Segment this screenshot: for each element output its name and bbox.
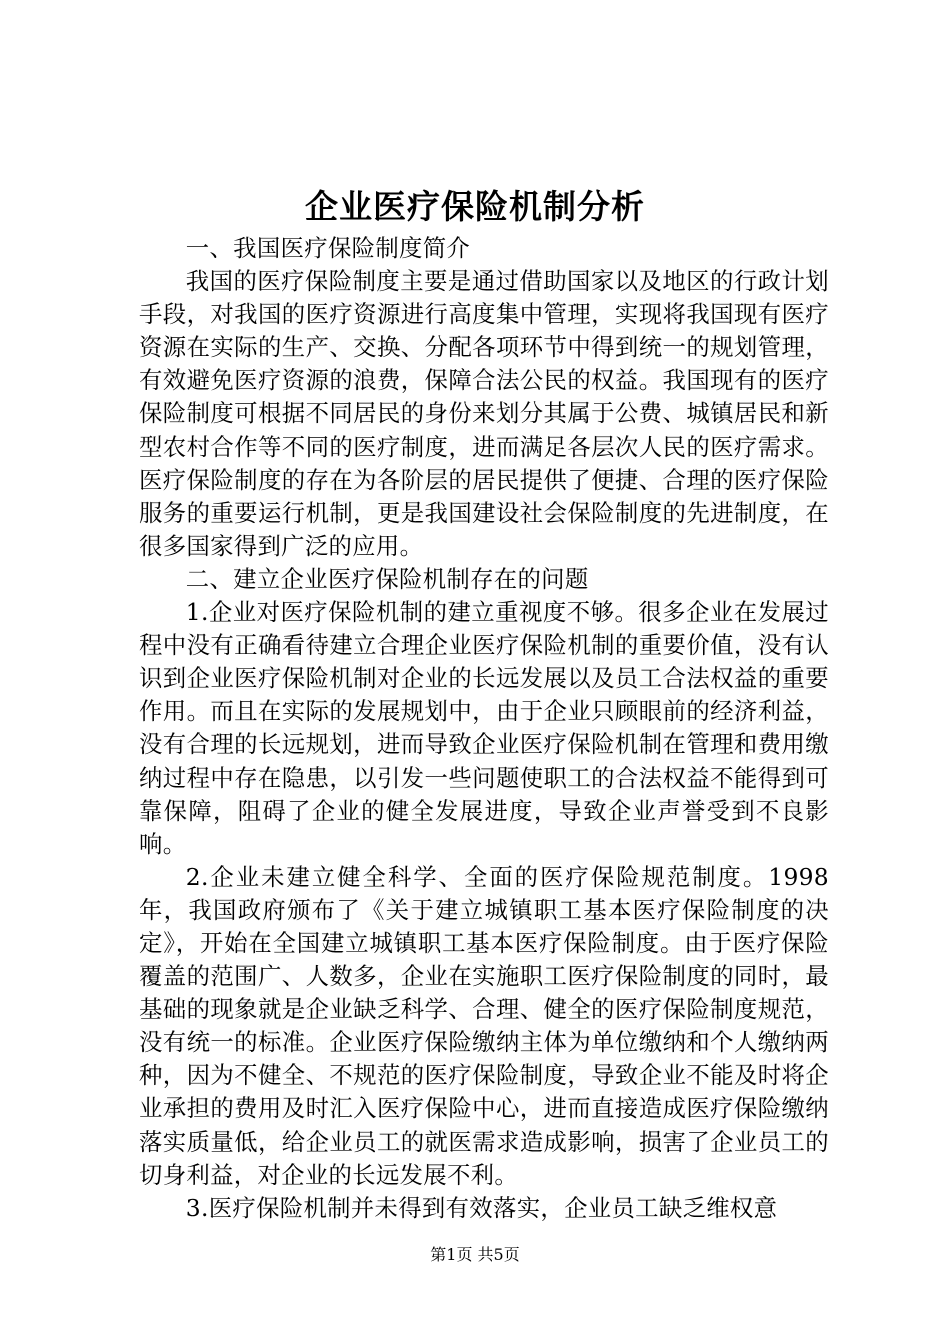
- section-heading-2: 二、建立企业医疗保险机制存在的问题: [185, 564, 589, 593]
- document-title: 企业医疗保险机制分析: [305, 187, 645, 226]
- paragraph-intro: 我国的医疗保险制度主要是通过借助国家以及地区的行政计划手段，对我国的医疗资源进行高度集中管理，实现将我国现有医疗资源在实际的生产、交换、分配各项环节中得到统一的规划管理，有效避免医疗资源的浪费，保障合法公民的权益。我国现有的医疗保险制度可根据不同居民的身份来划分其属于公费、城镇居民和新型农村合作等不同的医疗制度，进而满足各层次人民的医疗需求。医疗保险制度的存在为各阶层的居民提供了便捷、合理的医疗保险服务的重要运行机制，更是我国建设社会保险制度的先进制度，在很多国家得到广泛的应用。: [139, 267, 829, 560]
- section-heading-1: 一、我国医疗保险制度简介: [185, 234, 471, 262]
- paragraph-problem-1: 1.企业对医疗保险机制的建立重视度不够。很多企业在发展过程中没有正确看待建立合理企业医疗保险机制的重要价值，没有认识到企业医疗保险机制对企业的长远发展以及员工合法权益的重要作用。而且在实际的发展规划中，由于企业只顾眼前的经济利益，没有合理的长远规划，进而导致企业医疗保险机制在管理和费用缴纳过程中存在隐患，以引发一些问题使职工的合法权益不能得到可靠保障，阻碍了企业的健全发展进度，导致企业声誉受到不良影响。: [139, 598, 829, 858]
- page-footer: 第1页 共5页: [430, 1245, 520, 1264]
- paragraph-problem-3: 3.医疗保险机制并未得到有效落实，企业员工缺乏维权意: [185, 1193, 778, 1222]
- document-body: [139, 232, 829, 1225]
- paragraph-problem-2: 2.企业未建立健全科学、全面的医疗保险规范制度。1998年，我国政府颁布了《关于建立城镇职工基本医疗保险制度的决定》，开始在全国建立城镇职工基本医疗保险制度。由于医疗保险覆盖的范围广、人数多，企业在实施职工医疗保险制度的同时，最基础的现象就是企业缺乏科学、合理、健全的医疗保险制度规范，没有统一的标准。企业医疗保险缴纳主体为单位缴纳和个人缴纳两种，因为不健全、不规范的医疗保险制度，导致企业不能及时将企业承担的费用及时汇入医疗保险中心，进而直接造成医疗保险缴纳落实质量低，给企业员工的就医需求造成影响，损害了企业员工的切身利益，对企业的长远发展不利。: [139, 862, 829, 1189]
